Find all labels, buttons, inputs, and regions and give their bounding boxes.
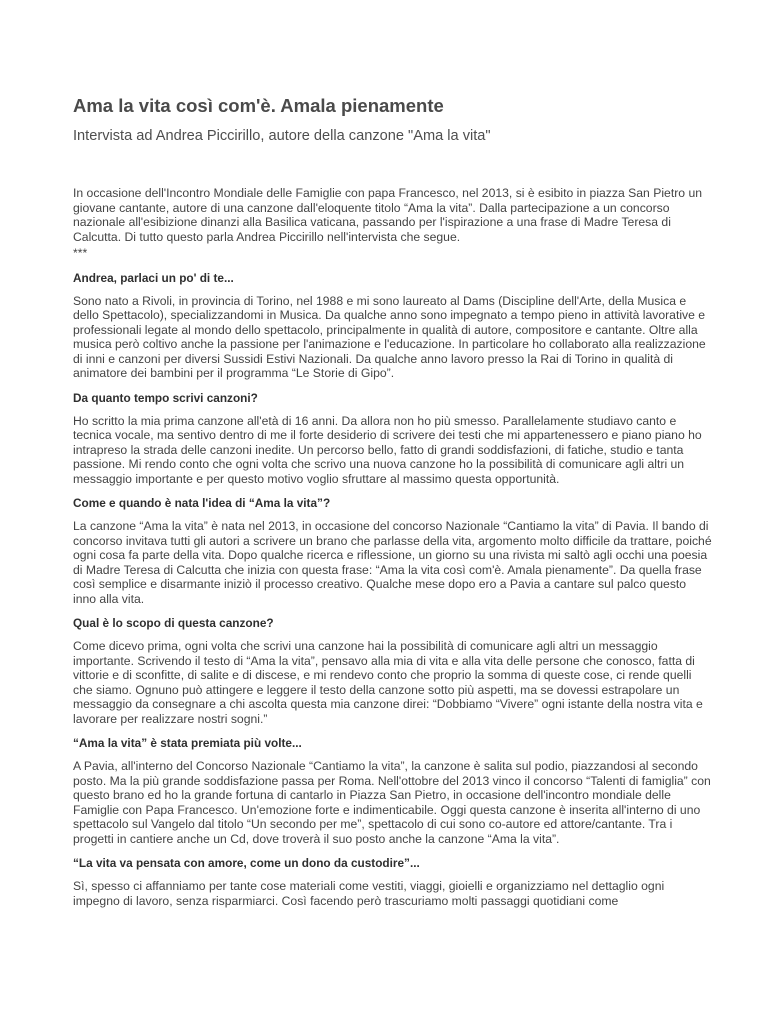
interview-question: Andrea, parlaci un po' di te... xyxy=(73,270,234,285)
article-title: Ama la vita così com'è. Amala pienamente xyxy=(73,95,444,116)
interview-question: Come e quando è nata l'idea di “Ama la vita”? xyxy=(73,496,331,510)
qa-block-3 xyxy=(73,496,712,606)
interview-question: “La vita va pensata con amore, come un dono da custodire”... xyxy=(73,856,420,870)
interview-question: Qual è lo scopo di questa canzone? xyxy=(73,616,274,630)
article-intro: In occasione dell'Incontro Mondiale delle Famiglie con papa Francesco, nel 2013, si è esibito in piazza San Pietro un giovane cantante, autore di una canzone dall'eloquente titolo “Ama la vita”. Dalla partecipazione a un concorso nazionale all'esibizione dinanzi alla Basilica vaticana, passando per l'ispirazione a una frase di Madre Teresa di Calcutta. Di tutto questo parla Andrea Piccirillo nell'intervista che segue. xyxy=(73,186,703,244)
qa-block-2 xyxy=(73,391,712,487)
qa-block-5 xyxy=(73,736,712,846)
interview-answer: Come dicevo prima, ogni volta che scrivi una canzone hai la possibilità di comunicare agli altri un messaggio importante. Scrivendo il testo di “Ama la vita”, pensavo alla mia di vita e alla vita delle persone che conosco, fatta di vittorie e di sconfitte, di salite e di discese, e mi rendevo conto che proprio la somma di queste cose, ci rende quelli che siamo. Ognuno può attingere e leggere il testo della canzone sotto più aspetti, ma se dovessi estrapolare un messaggio da consegnare a chi ascolta questa mia canzone direi: “Dobbiamo “Vivere” ogni istante della nostra vita e lavorare per realizzare nostri sogni.” xyxy=(73,639,703,726)
interview-answer: Sono nato a Rivoli, in provincia di Torino, nel 1988 e mi sono laureato al Dams (Discipline dell'Arte, della Musica e dello Spettacolo), specializzandomi in Musica. Da qualche anno sono impegnato a tempo pieno in attività lavorative e professionali legate al mondo dello spettacolo, principalmente in qualità di autore, compositore e cantante. Oltre alla musica però coltivo anche la passione per l'animazione e l'educazione. In particolare ho collaborato alla realizzazione di inni e canzoni per diversi Sussidi Estivi Nazionali. Da qualche anno lavoro presso la Rai di Torino in qualità di animatore dei bambini per il programma “Le Storie di Gipo”. xyxy=(73,293,706,380)
section-separator: *** xyxy=(73,246,88,260)
interview-answer: A Pavia, all'interno del Concorso Nazionale “Cantiamo la vita”, la canzone è salita sul podio, piazzandosi al secondo posto. Ma la più grande soddisfazione passa per Roma. Nell'ottobre del 2013 vinco il concorso “Talenti di famiglia” con questo brano ed ho la grande fortuna di cantarlo in Piazza San Pietro, in occasione dell'incontro mondiale delle Famiglie con Papa Francesco. Un'emozione forte e indimenticabile. Oggi questa canzone è inserita all'interno di uno spettacolo sul Vangelo dal titolo “Un secondo per me”, spettacolo di cui sono co-autore ed attore/cantante. Tra i progetti in cantiere anche un Cd, dove troverà il suo posto anche la canzone “Ama la vita”. xyxy=(73,759,711,846)
interview-answer: Sì, spesso ci affanniamo per tante cose materiali come vestiti, viaggi, gioielli e organizziamo nel dettaglio ogni impegno di lavoro, senza risparmiarci. Così facendo però trascuriamo molti passaggi quotidiani come xyxy=(73,879,665,908)
qa-block-6 xyxy=(73,856,712,908)
interview-question: “Ama la vita” è stata premiata più volte... xyxy=(73,736,302,750)
qa-block-4 xyxy=(73,616,712,726)
interview-answer: Ho scritto la mia prima canzone all'età di 16 anni. Da allora non ho più smesso. Parallelamente studiavo canto e tecnica vocale, ma sentivo dentro di me il forte desiderio di scrivere dei testi che mi appartenessero e piano piano ho intrapreso la strada delle canzoni inedite. Un percorso bello, fatto di grandi soddisfazioni, di fatiche, studio e tanta passione. Mi rendo conto che ogni volta che scrivo una nuova canzone ho la possibilità di comunicare agli altri un messaggio importante e per questo motivo voglio sfruttare al massimo questa opportunità. xyxy=(73,413,702,486)
interview-answer: La canzone “Ama la vita” è nata nel 2013, in occasione del concorso Nazionale “Cantiamo la vita” di Pavia. Il bando di concorso invitava tutti gli autori a scrivere un brano che parlasse della vita, argomento molto difficile da trattare, poiché ogni cosa fa parte della vita. Dopo qualche ricerca e riflessione, un giorno su una rivista mi saltò agli occhi una poesia di Madre Teresa di Calcutta che inizia con questa frase: “Ama la vita così com'è. Amala pienamente”. Da quella frase così semplice e disarmante iniziò il processo creativo. Qualche mese dopo ero a Pavia a cantare sul palco questo inno alla vita. xyxy=(73,519,712,606)
qa-block-1 xyxy=(73,271,712,381)
article-subtitle: Intervista ad Andrea Piccirillo, autore della canzone "Ama la vita" xyxy=(73,128,491,144)
interview-question: Da quanto tempo scrivi canzoni? xyxy=(73,390,258,405)
